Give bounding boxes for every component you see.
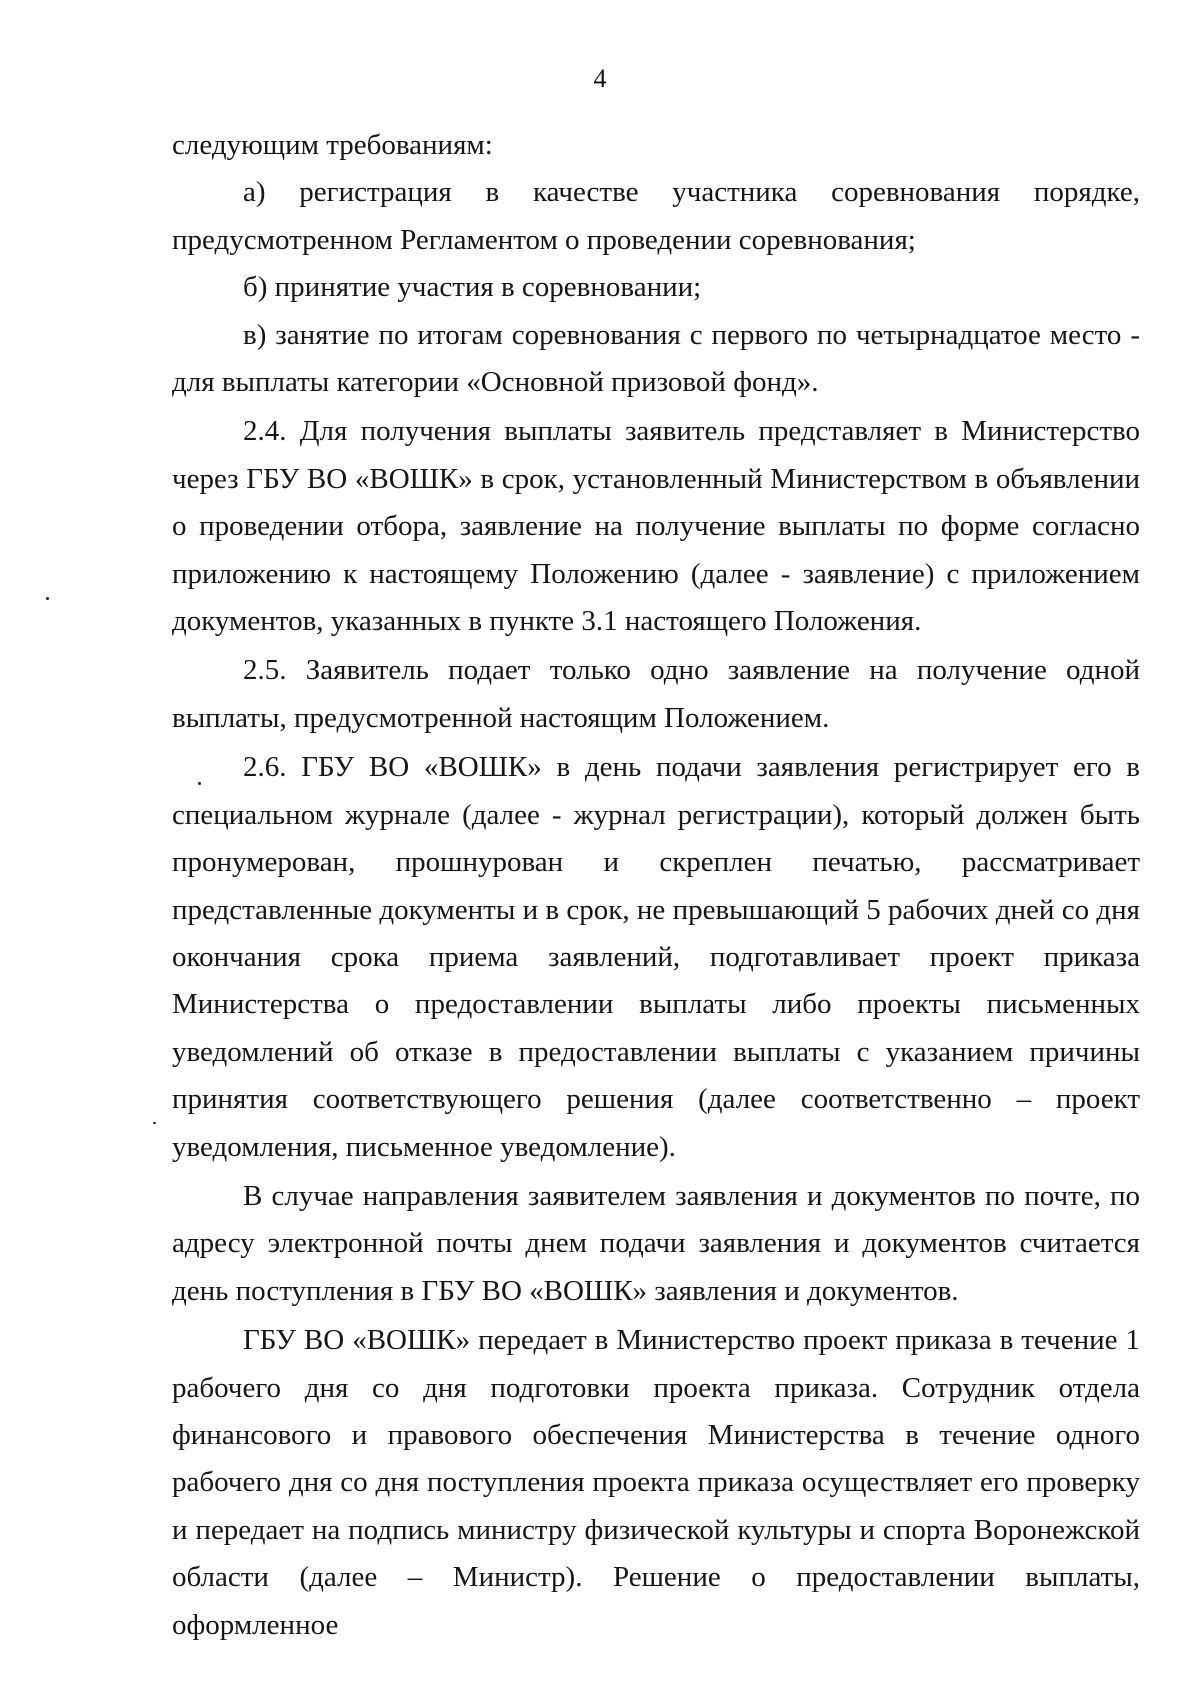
- page-number: 4: [593, 64, 607, 93]
- scan-speck: [153, 1122, 156, 1124]
- paragraph-2-6: 2.6. ГБУ ВО «ВОШК» в день подачи заявления регистрирует его в специальном журнале (далее - журнал регистрации), который должен быть пронумерован, прошнурован и скреплен печатью, рассматривает представленные документы и в срок, не превышающий 5 рабочих дней со дня окончания срока приема заявлений, подготавливает проект приказа Министерства о предоставлении выплаты либо проекты письменных уведомлений об отказе в предоставлении выплаты с указанием причины принятия соответствующего решения (далее соответственно – проект уведомления, письменное уведомление).: [172, 751, 1140, 1163]
- paragraph-2-4: 2.4. Для получения выплаты заявитель представляет в Министерство через ГБУ ВО «ВОШК» в срок, установленный Министерством в объявлении о проведении отбора, заявление на получение выплаты по форме согласно приложению к настоящему Положению (далее - заявление) с приложением документов, указанных в пункте 3.1 настоящего Положения.: [172, 415, 1140, 638]
- paragraph-2-5: 2.5. Заявитель подает только одно заявление на получение одной выплаты, предусмотренной настоящим Положением.: [172, 654, 1140, 734]
- scan-speck: [46, 597, 49, 600]
- paragraph-intro: следующим требованиям:: [172, 129, 493, 161]
- paragraph-item-a: а) регистрация в качестве участника соревнования порядке, предусмотренном Регламентом о проведении соревнования;: [172, 176, 1140, 256]
- paragraph-item-b: б) принятие участия в соревновании;: [243, 271, 702, 304]
- paragraph-mail-case: В случае направления заявителем заявления и документов по почте, по адресу электронной почты днем подачи заявления и документов считается день поступления в ГБУ ВО «ВОШК» заявления и документов.: [172, 1179, 1140, 1307]
- scan-speck: [198, 782, 201, 785]
- paragraph-order-transfer: ГБУ ВО «ВОШК» передает в Министерство проект приказа в течение 1 рабочего дня со дня подготовки проекта приказа. Сотрудник отдела финансового и правового обеспечения Министерства в течение одного рабочего дня со дня поступления проекта приказа осуществляет его проверку и передает на подпись министру физической культуры и спорта Воронежской области (далее – Министр). Решение о предоставлении выплаты, оформленное: [172, 1324, 1140, 1641]
- paragraph-item-v: в) занятие по итогам соревнования с первого по четырнадцатое место - для выплаты категории «Основной призовой фонд».: [172, 318, 1140, 399]
- document-body: [172, 122, 1140, 1649]
